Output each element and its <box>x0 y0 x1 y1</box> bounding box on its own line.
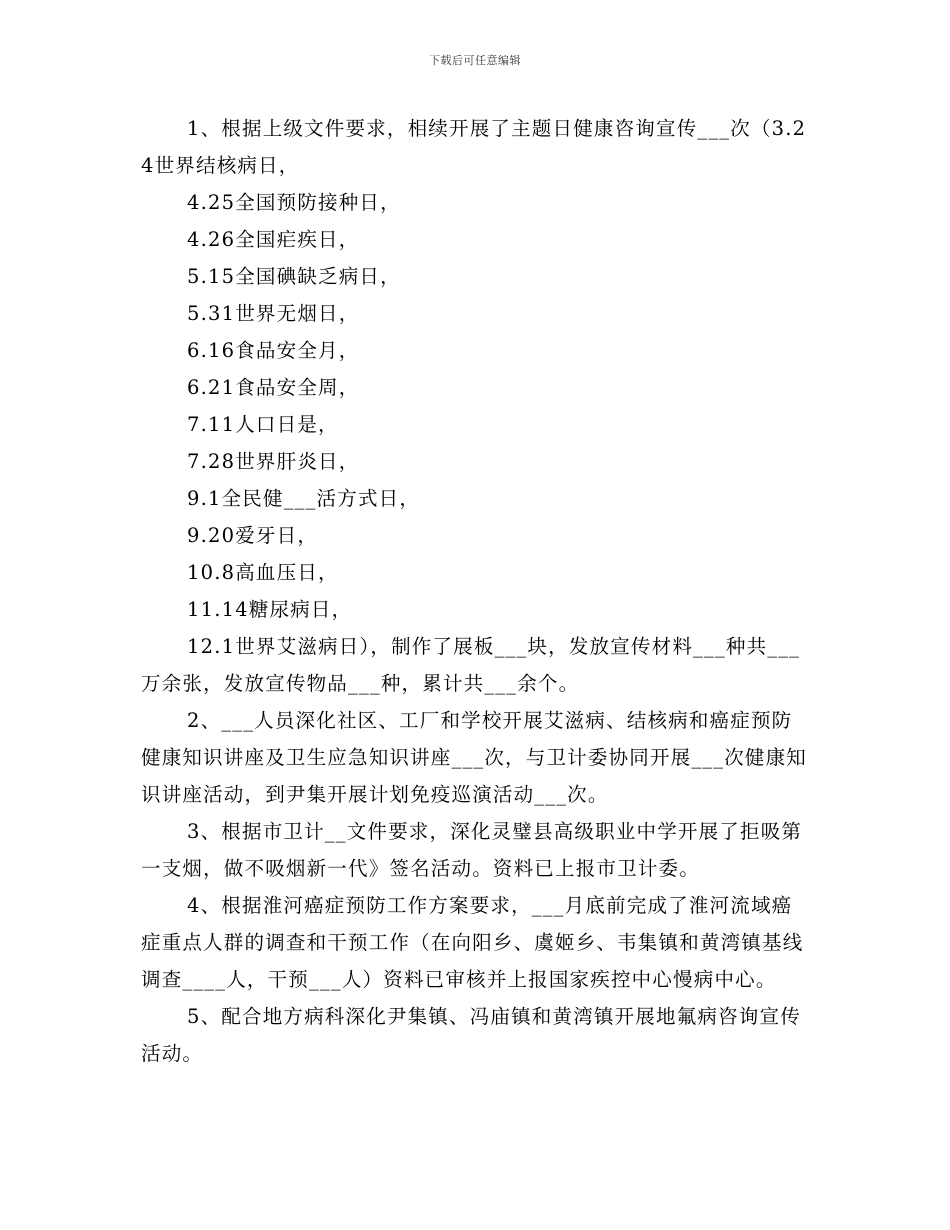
paragraph-2: 2、___人员深化社区、工厂和学校开展艾滋病、结核病和癌症预防健康知识讲座及卫生应急知识讲座___次，与卫计委协同开展___次健康知识讲座活动，到尹集开展计划免疫巡演活动___次。 <box>141 709 808 806</box>
theme-day-item: 5.31世界无烟日， <box>187 302 360 325</box>
theme-day-item: 6.16食品安全月， <box>187 339 360 362</box>
theme-day-item: 4.26全国疟疾日， <box>187 228 360 251</box>
theme-day-item: 5.15全国碘缺乏病日， <box>187 265 401 288</box>
paragraph-3: 3、根据市卫计__文件要求，深化灵璧县高级职业中学开展了拒吸第一支烟，做不吸烟新一代》签名活动。资料已上报市卫计委。 <box>141 820 803 880</box>
theme-day-item: 9.20爱牙日， <box>187 524 319 547</box>
paragraph-5: 5、配合地方病科深化尹集镇、冯庙镇和黄湾镇开展地氟病咨询宣传活动。 <box>141 1005 801 1065</box>
theme-day-item: 7.11人口日是， <box>187 413 339 436</box>
document-body <box>141 110 811 1072</box>
theme-day-item: 11.14糖尿病日， <box>187 598 353 621</box>
theme-day-item: 4.25全国预防接种日， <box>187 191 401 214</box>
theme-day-item: 9.1全民健___活方式日， <box>187 487 421 510</box>
theme-day-item: 10.8高血压日， <box>187 561 339 584</box>
paragraph-1-closing: 12.1世界艾滋病日），制作了展板___块，发放宣传材料___种共___万余张，发放宣传物品___种，累计共___余个。 <box>141 635 801 695</box>
paragraph-4: 4、根据淮河癌症预防工作方案要求，___月底前完成了淮河流域癌症重点人群的调查和干预工作（在向阳乡、虞姬乡、韦集镇和黄湾镇基线调查____人，干预___人）资料已审核并上报国家疾控中心慢病中心。 <box>141 894 804 991</box>
paragraph-1-intro: 1、根据上级文件要求，相续开展了主题日健康咨询宣传___次（3.24世界结核病日， <box>141 117 807 177</box>
theme-day-item: 7.28世界肝炎日， <box>187 450 360 473</box>
page-header: 下载后可任意编辑 <box>429 54 521 67</box>
theme-day-item: 6.21食品安全周， <box>187 376 360 399</box>
